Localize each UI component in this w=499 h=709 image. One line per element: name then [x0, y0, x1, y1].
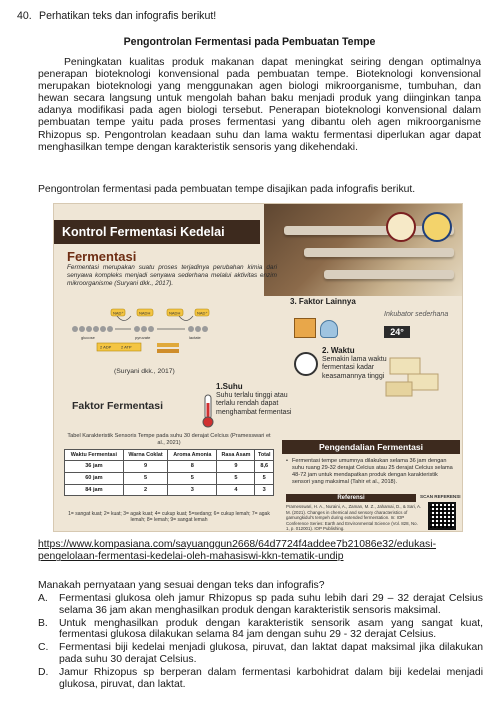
legend-swatch — [157, 343, 179, 347]
option-a[interactable] — [38, 593, 483, 617]
question-instruction: Perhatikan teks dan infografis berikut! — [39, 10, 217, 22]
factor-temperature — [216, 383, 296, 417]
table-header: Waktu Fermentasi — [65, 450, 124, 461]
option-text: Jamur Rhizopus sp berperan dalam fermentasi karbohidrat dalam biji kedelai menjadi glukosa, piruvat, dan laktat. — [59, 666, 483, 690]
table-row — [65, 472, 274, 484]
source-link[interactable]: https://www.kompasiana.com/sayuanggun2668/64d7724f4addee7b21086e32/edukasi-pengelolaan-fermentasi-kedelai-oleh-mahasiswi-kkn-tematik-undip — [38, 539, 437, 563]
flask-icon — [320, 320, 338, 338]
table-row — [65, 461, 274, 473]
table-cell: 8,6 — [255, 461, 274, 473]
table-cell: 3 — [168, 484, 217, 496]
factor-time-heading: 2. Waktu — [322, 346, 355, 355]
university-logo-icon — [386, 212, 416, 242]
option-letter: B. — [38, 617, 48, 629]
inkubator-label: Inkubator sederhana — [384, 311, 449, 318]
diagram-label-nadh: NADH — [169, 310, 181, 316]
reading-paragraph: Peningkatan kualitas produk makanan dapat meningkat seiring dengan optimalnya penerapan bioteknologi konvensional pada pembuatan tempe. Bioteknologi konvensional merupakan bioteknologi yang menggunakan agen biologi mikroorganisme, tumbuhan, dan hewan secara langsung untuk mengolah bahan baku menjadi produk yang diinginkan tanpa adanya modifikasi pada agen biologi tersebut. Penerapan bioteknologi konvensional dalam pembuatan tempe yaitu pada proses fermentasi yang dibantu oleh agen mikroorganisme Rhizopus sp. Pengontrolan keadaan suhu dan lama waktu fermentasi diperlukan agar dapat menghasilkan tempe dengan karakteristik sensoris yang dikehendaki. — [38, 57, 481, 153]
scan-reference-label: SCAN REFERENSI — [420, 494, 461, 499]
infographic — [53, 203, 463, 532]
tempe-blocks-icon — [384, 344, 444, 404]
fermentasi-definition: Fermentasi merupakan suatu proses terjadinya perubahan kimia dari senyawa kompleks menjadi senyawa sederhana melalui aktivitas enzim mikroorganisme (Suryani dkk., 2017). — [67, 264, 277, 287]
legend-swatch — [157, 349, 179, 353]
option-letter: C. — [38, 642, 49, 654]
control-heading: Pengendalian Fermentasi — [282, 440, 460, 454]
factor-temperature-text: Suhu terlalu tinggi atau terlalu rendah dapat menghambat fermentasi — [216, 391, 292, 416]
yeast-pack-icon — [294, 318, 316, 338]
glycolysis-diagram — [67, 307, 277, 367]
option-d[interactable] — [38, 667, 483, 691]
clock-icon — [294, 352, 318, 376]
table-cell: 2 — [123, 484, 167, 496]
question-header — [17, 10, 216, 23]
tray-shelf — [304, 248, 454, 257]
table-cell: 84 jam — [65, 484, 124, 496]
tray-shelf — [324, 270, 454, 279]
table-scale-note: 1= sangat kuat; 2= kuat; 3= agak kuat; 4= cukup kuat; 5=sedang; 6= cukup lemah; 7= agak lemah; 8= lemah; 9= sangat lemah — [68, 511, 270, 523]
option-text: Fermentasi glukosa oleh jamur Rhizopus sp pada suhu lebih dari 29 – 32 derajat Celsius selama 36 jam akan menghasilkan produk dengan karakteristik sensoris maksimal. — [59, 593, 483, 616]
factor-time-text: Semakin lama waktu fermentasi kadar keasamannya tinggi — [322, 355, 387, 380]
diagram-label-nadh: NADH — [139, 310, 151, 316]
infographic-intro: Pengontrolan fermentasi pada pembuatan tempe disajikan pada infografis berikut. — [38, 184, 416, 195]
diagram-label-adp: 2 ADP — [100, 344, 112, 350]
diagram-label-atp: 2 ATP — [121, 344, 132, 350]
region-logo-icon — [422, 212, 452, 242]
table-cell: 3 — [255, 484, 274, 496]
option-c[interactable] — [38, 642, 483, 666]
fermentasi-heading: Fermentasi — [67, 249, 137, 264]
diagram-label-nad: NAD⁺ — [197, 310, 208, 316]
question-prompt: Manakah pernyataan yang sesuai dengan teks dan infografis? — [38, 580, 325, 591]
factor-other-heading: 3. Faktor Lainnya — [290, 297, 356, 306]
table-cell: 4 — [217, 484, 255, 496]
factor-temperature-heading: 1.Suhu — [216, 382, 243, 391]
diagram-citation: (Suryani dkk., 2017) — [114, 368, 175, 375]
question-number: 40. — [17, 10, 32, 22]
diagram-label-nad: NAD⁺ — [113, 310, 124, 316]
table-cell: 9 — [217, 461, 255, 473]
table-header: Rasa Asam — [217, 450, 255, 461]
factor-title: Faktor Fermentasi — [72, 400, 164, 412]
option-letter: A. — [38, 593, 48, 604]
table-header: Aroma Amonia — [168, 450, 217, 461]
infographic-title: Kontrol Fermentasi Kedelai — [54, 220, 260, 244]
table-cell: 5 — [255, 472, 274, 484]
table-cell: 5 — [168, 472, 217, 484]
option-b[interactable] — [38, 618, 483, 642]
table-cell: 9 — [123, 461, 167, 473]
temperature-badge: 24° — [384, 326, 410, 338]
reference-text: Pramesswari, H. A., Nuraini, A., Zaman, M. Z., Jahamai, D., & Sari, A. M. (2021). Changes in chemical and sensory characteristics of gamungkidul's tempeh during extended fermentation. In: IOP Conference Series: Earth and Environmental Science (Vol. 828, No. 1, p. 012001). IOP Publishing. — [286, 504, 422, 532]
qr-code-icon — [428, 502, 456, 530]
text-title: Pengontrolan Fermentasi pada Pembuatan Tempe — [123, 36, 376, 48]
table-cell: 8 — [168, 461, 217, 473]
table-cell: 5 — [217, 472, 255, 484]
table-header: Total — [255, 450, 274, 461]
table-row — [65, 484, 274, 496]
option-text: Untuk menghasilkan produk dengan karakteristik sensorik asam yang sangat kuat, fermentasi glukosa dilakukan selama 84 jam dengan suhu 29 - 32 derajat Celsius. — [59, 617, 483, 641]
diagram-label-glucose: glucose — [81, 335, 95, 340]
thermometer-icon — [201, 394, 215, 428]
table-cell: 5 — [123, 472, 167, 484]
table-cell: 36 jam — [65, 461, 124, 473]
reference-heading: Referensi — [286, 494, 416, 502]
diagram-label-pyruvate: pyruvate — [135, 335, 151, 340]
table-title: Tabel Karakteristik Sensoris Tempe pada suhu 30 derajat Celcius (Pramesswari et al., 2021) — [67, 433, 271, 446]
table-header: Warna Coklat — [123, 450, 167, 461]
factor-time — [322, 347, 392, 381]
option-letter: D. — [38, 666, 49, 678]
diagram-label-lactate: lactate — [189, 335, 201, 340]
sensory-table — [64, 449, 274, 496]
answer-options — [38, 593, 483, 691]
option-text: Fermentasi biji kedelai menjadi glukosa, piruvat, dan laktat dapat maksimal jika dilakukan pada suhu 30 derajat Celsius. — [59, 642, 483, 665]
control-text: • Fermentasi tempe umumnya dilakukan selama 36 jam dengan suhu ruang 29-32 derajat Celcius atau 25 derajat Celcius selama 48-72 jam untuk mendapatkan produk dengan karakteristik sensori yang maksimal (Tahir et al., 2018). — [286, 458, 456, 486]
table-cell: 60 jam — [65, 472, 124, 484]
